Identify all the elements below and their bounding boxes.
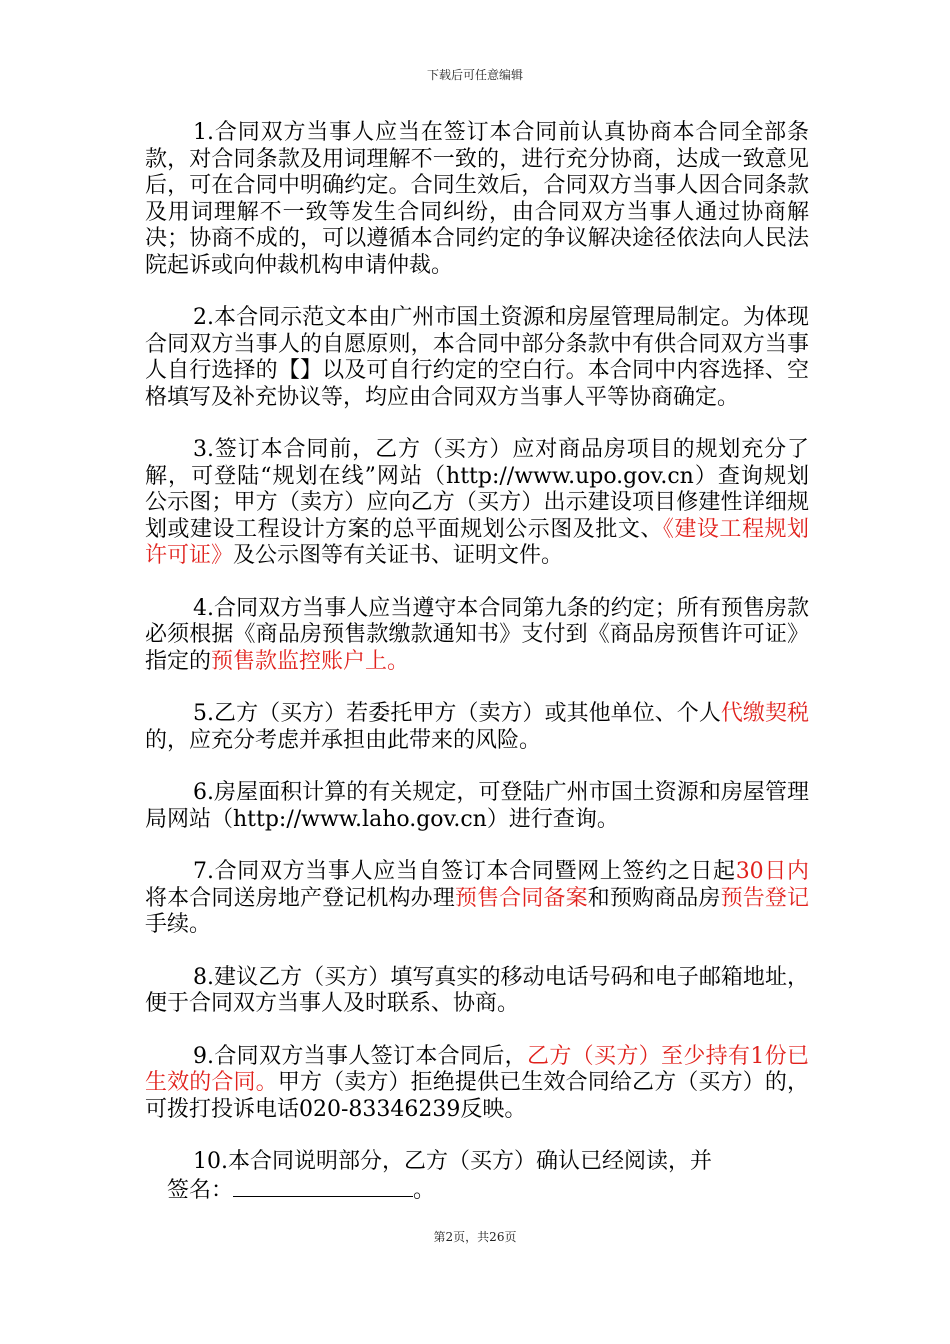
clause-5-text-end: 的，应充分考虑并承担由此带来的风险。 [145,727,542,753]
clause-5-highlight-tax: 代缴契税 [720,701,809,726]
clause-7-text-end: 手续。 [145,912,212,937]
clause-8: 8.建议乙方（买方）填写真实的移动电话号码和电子邮箱地址，便于合同双方当事人及时联系、协商。 [145,964,809,1016]
clause-9 [145,1044,809,1124]
document-body [145,120,809,1230]
clause-4-text: 4.合同双方当事人应当遵守本合同第九条的约定；所有预售房款必须根据《商品房预售款缴款通知书》支付到《商品房预售许可证》指定的 [145,595,809,674]
clause-7-highlight-filing: 预售合同备案 [454,885,588,911]
clause-7-highlight-days: 30日内 [735,859,809,884]
clause-9-text: 9.合同双方当事人签订本合同后， [193,1043,527,1069]
signature-line [167,1176,809,1205]
clause-7-text: 7.合同双方当事人应当自签订本合同暨网上签约之日起 [193,859,736,884]
clause-10 [145,1149,809,1176]
page-header: 下载后可任意编辑 [426,68,523,82]
clause-7-text-3: 和预购商品房 [587,885,721,911]
clause-3 [145,437,809,570]
clause-4 [145,596,809,676]
clause-7-highlight-registration: 预告登记 [720,885,809,911]
clause-3-highlight-permit: 《建设工程规划许可证》 [145,516,809,568]
clause-9-highlight-copy: 乙方（买方）至少持有1份已生效的合同。 [145,1043,809,1095]
clause-7 [145,859,809,939]
clause-3-text: 3.签订本合同前，乙方（买方）应对商品房项目的规划充分了解，可登陆“规划在线”网站（http://www.upo.gov.cn）查询规划公示图；甲方（卖方）应向乙方（买方）出示建设项目修建性详细规划或建设工程设计方案的总平面规划公示图及批文、 [145,437,809,542]
signature-end: 。 [413,1177,436,1203]
signature-blank[interactable] [233,1176,413,1197]
clause-6: 6.房屋面积计算的有关规定，可登陆广州市国土资源和房屋管理局网站（http://www.laho.gov.cn）进行查询。 [145,780,809,832]
signature-label: 签名： [167,1177,234,1203]
page-footer: 第2页，共26页 [433,1230,517,1244]
clause-5 [145,701,809,754]
clause-3-text-end: 及公示图等有关证书、证明文件。 [233,543,564,568]
clause-9-text-end: 甲方（卖方）拒绝提供已生效合同给乙方（买方）的，可拨打投诉电话020-83346239反映。 [145,1070,809,1122]
clause-1: 1.合同双方当事人应当在签订本合同前认真协商本合同全部条款，对合同条款及用词理解不一致的，进行充分协商，达成一致意见后，可在合同中明确约定。合同生效后，合同双方当事人因合同条款及用词理解不一致等发生合同纠纷，由合同双方当事人通过协商解决；协商不成的，可以遵循本合同约定的争议解决途径依法向人民法院起诉或向仲裁机构申请仲裁。 [145,120,809,278]
clause-2: 2.本合同示范文本由广州市国土资源和房屋管理局制定。为体现合同双方当事人的自愿原则，本合同中部分条款中有供合同双方当事人自行选择的【】以及可自行约定的空白行。本合同中内容选择、空格填写及补充协议等，均应由合同双方当事人平等协商确定。 [145,305,809,410]
clause-7-text-2: 将本合同送房地产登记机构办理 [145,885,455,911]
clause-5-text: 5.乙方（买方）若委托甲方（卖方）或其他单位、个人 [193,701,721,726]
clause-10-text: 10.本合同说明部分，乙方（买方）确认已经阅读，并 [193,1149,712,1174]
clause-4-highlight-account: 预售款监控账户上。 [211,648,410,674]
